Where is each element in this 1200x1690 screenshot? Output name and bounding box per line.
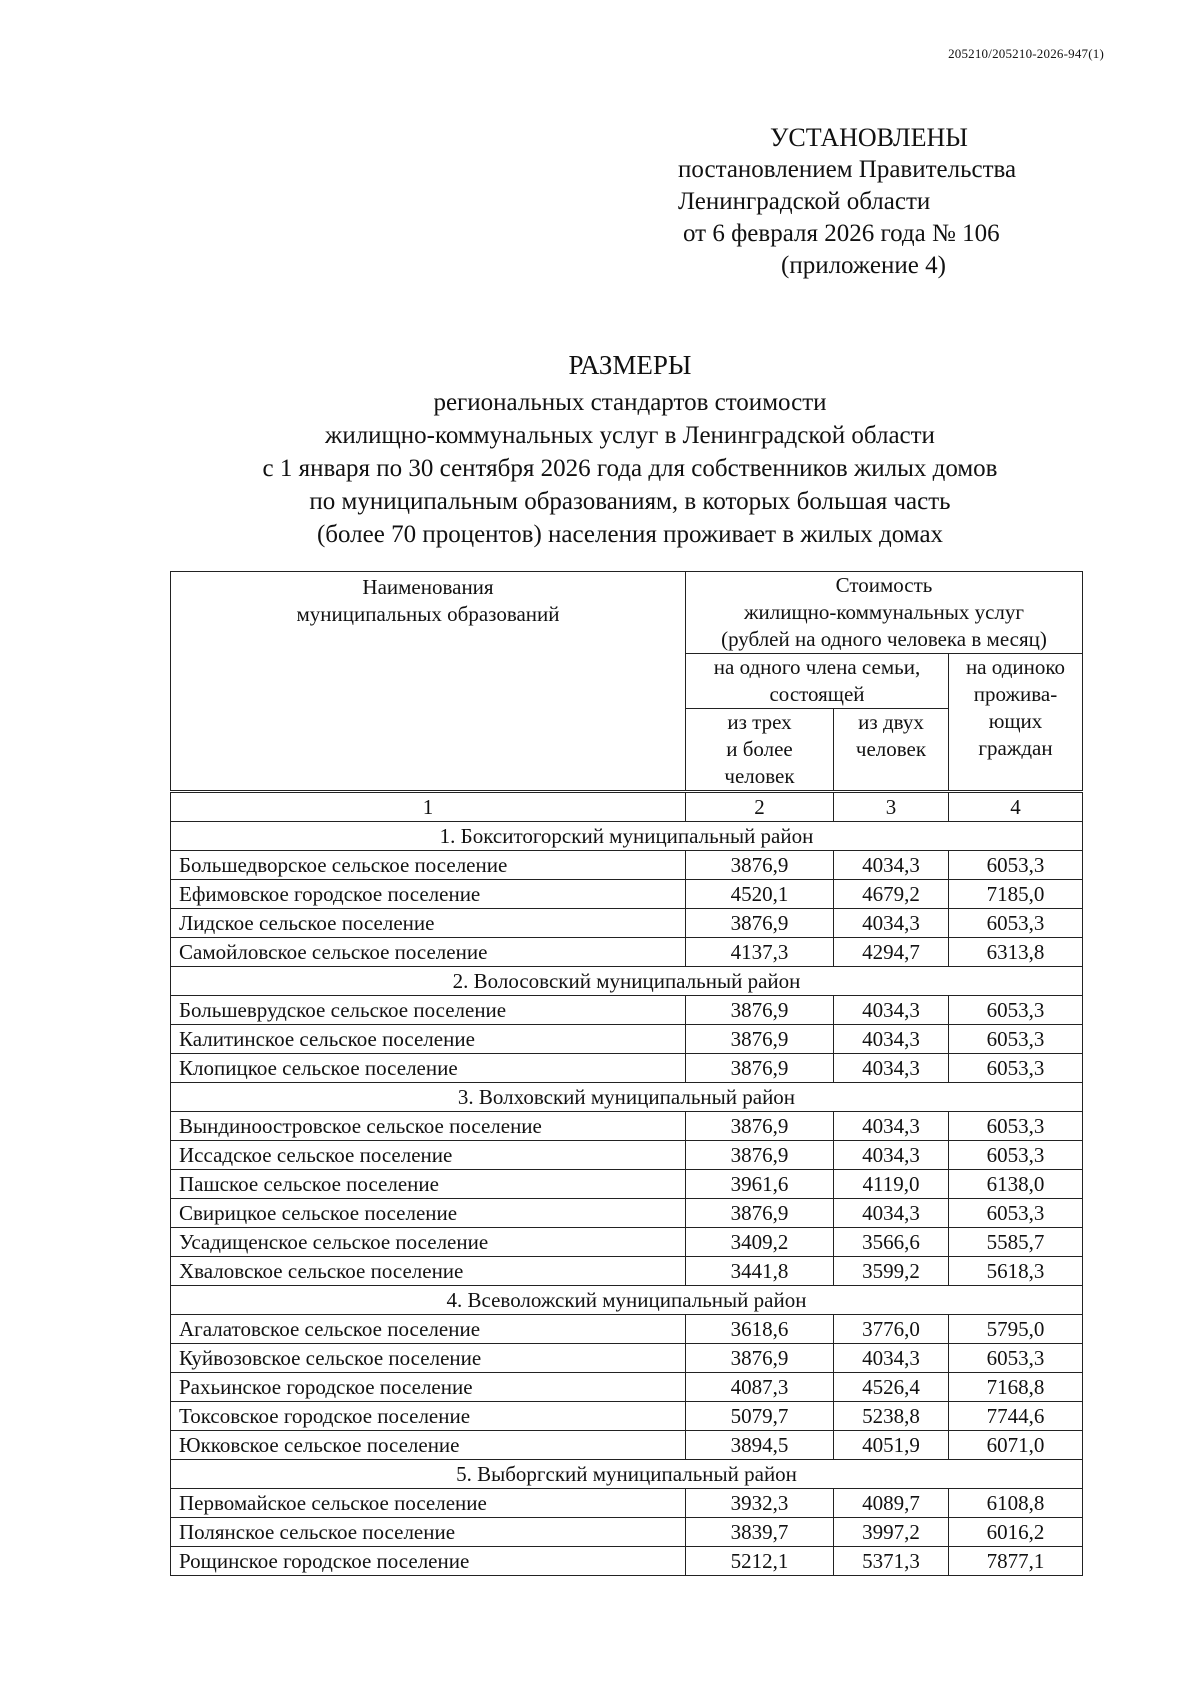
cost-two-persons: 5371,3 [834,1547,949,1576]
cost-single-resident: 7185,0 [949,880,1083,909]
table-row [171,1054,1083,1083]
municipality-name: Ефимовское городское поселение [171,880,686,909]
cost-three-or-more: 3932,3 [686,1489,834,1518]
cost-two-persons: 4119,0 [834,1170,949,1199]
approval-title: УСТАНОВЛЕНЫ [770,123,968,152]
table-row [171,1518,1083,1547]
heading-line-5: (более 70 процентов) населения проживает в жилых домах [316,521,944,548]
header-two-line: из двух [858,710,924,734]
cost-two-persons: 5238,8 [834,1402,949,1431]
table-row [171,1199,1083,1228]
district-row [171,822,1083,851]
cost-three-or-more: 5079,7 [686,1402,834,1431]
municipality-name: Токсовское городское поселение [171,1402,686,1431]
cost-two-persons: 3566,6 [834,1228,949,1257]
cost-single-resident: 5795,0 [949,1315,1083,1344]
header-three-line: человек [724,764,795,788]
cost-two-persons: 4034,3 [834,1025,949,1054]
column-number: 2 [686,792,834,822]
cost-single-resident: 6108,8 [949,1489,1083,1518]
municipality-name: Самойловское сельское поселение [171,938,686,967]
cost-three-or-more: 3961,6 [686,1170,834,1199]
municipality-name: Пашское сельское поселение [171,1170,686,1199]
header-single-line: прожива- [973,682,1058,706]
cost-single-resident: 6053,3 [949,1112,1083,1141]
cost-two-persons: 4034,3 [834,1199,949,1228]
column-number: 3 [834,792,949,822]
cost-three-or-more: 3876,9 [686,1054,834,1083]
district-name: 4. Всеволожский муниципальный район [171,1286,1083,1315]
header-single-line: граждан [978,736,1053,760]
cost-single-resident: 7877,1 [949,1547,1083,1576]
cost-three-or-more: 4137,3 [686,938,834,967]
heading-line-2: жилищно-коммунальных услуг в Ленинградской области [325,422,935,449]
municipality-name: Лидское сельское поселение [171,909,686,938]
cost-three-or-more: 3839,7 [686,1518,834,1547]
cost-table [170,571,1083,1576]
cost-single-resident: 6053,3 [949,909,1083,938]
heading-line-1: региональных стандартов стоимости [433,389,827,416]
cost-two-persons: 4679,2 [834,880,949,909]
municipality-name: Агалатовское сельское поселение [171,1315,686,1344]
table-row [171,1315,1083,1344]
column-number: 1 [171,792,686,822]
column-numbers-row [171,792,1083,822]
municipality-name: Большедворское сельское поселение [171,851,686,880]
header-three-line: из трех [727,710,792,734]
cost-single-resident: 5585,7 [949,1228,1083,1257]
cost-three-or-more: 3876,9 [686,1025,834,1054]
cost-single-resident: 6053,3 [949,1344,1083,1373]
document-heading [0,349,1200,551]
municipality-name: Иссадское сельское поселение [171,1141,686,1170]
table-row [171,1344,1083,1373]
cost-single-resident: 7744,6 [949,1402,1083,1431]
approval-block [678,122,1016,282]
municipality-name: Калитинское сельское поселение [171,1025,686,1054]
municipality-name: Полянское сельское поселение [171,1518,686,1547]
district-row [171,1286,1083,1315]
heading-title: РАЗМЕРЫ [568,350,692,380]
cost-two-persons: 3599,2 [834,1257,949,1286]
cost-single-resident: 6053,3 [949,1141,1083,1170]
municipality-name: Большеврудское сельское поселение [171,996,686,1025]
header-municipality-line: муниципальных образований [296,602,560,626]
district-name: 2. Волосовский муниципальный район [171,967,1083,996]
cost-three-or-more: 3441,8 [686,1257,834,1286]
heading-line-4: по муниципальным образованиям, в которых большая часть [309,488,951,515]
table-row [171,1547,1083,1576]
table-row [171,909,1083,938]
heading-line-3: с 1 января по 30 сентября 2026 года для собственников жилых домов [262,455,998,482]
table-row [171,1373,1083,1402]
table-row [171,880,1083,909]
cost-single-resident: 6053,3 [949,851,1083,880]
cost-single-resident: 6053,3 [949,1199,1083,1228]
cost-two-persons: 4034,3 [834,1141,949,1170]
table-row [171,1257,1083,1286]
table-row [171,1228,1083,1257]
cost-two-persons: 4034,3 [834,1344,949,1373]
header-two-line: человек [855,737,927,761]
cost-three-or-more: 4520,1 [686,880,834,909]
approval-line-4: (приложение 4) [781,252,946,279]
cost-three-or-more: 3618,6 [686,1315,834,1344]
cost-two-persons: 3997,2 [834,1518,949,1547]
header-three-line: и более [726,737,793,761]
district-row [171,967,1083,996]
header-two-persons [834,709,949,792]
cost-three-or-more: 3894,5 [686,1431,834,1460]
district-row [171,1460,1083,1489]
municipality-name: Юкковское сельское поселение [171,1431,686,1460]
header-family-line: на одного члена семьи, [713,655,921,679]
table-row [171,996,1083,1025]
district-row [171,1083,1083,1112]
cost-two-persons: 4526,4 [834,1373,949,1402]
cost-single-resident: 6071,0 [949,1431,1083,1460]
cost-single-resident: 6016,2 [949,1518,1083,1547]
district-name: 5. Выборгский муниципальный район [171,1460,1083,1489]
header-single-line: на одиноко [965,655,1065,679]
header-cost-line: (рублей на одного человека в месяц) [721,627,1047,651]
table-row [171,851,1083,880]
municipality-name: Клопицкое сельское поселение [171,1054,686,1083]
district-name: 3. Волховский муниципальный район [171,1083,1083,1112]
municipality-name: Свирицкое сельское поселение [171,1199,686,1228]
column-number: 4 [949,792,1083,822]
approval-line-3: от 6 февраля 2026 года № 106 [683,220,1000,247]
district-name: 1. Бокситогорский муниципальный район [171,822,1083,851]
approval-line-2: Ленинградской области [678,188,931,215]
cost-two-persons: 4034,3 [834,1112,949,1141]
municipality-name: Первомайское сельское поселение [171,1489,686,1518]
header-family-line: состоящей [769,682,865,706]
municipality-name: Вындиноостровское сельское поселение [171,1112,686,1141]
cost-three-or-more: 3876,9 [686,1344,834,1373]
cost-two-persons: 3776,0 [834,1315,949,1344]
cost-two-persons: 4034,3 [834,996,949,1025]
cost-three-or-more: 3876,9 [686,851,834,880]
cost-two-persons: 4034,3 [834,1054,949,1083]
municipality-name: Рощинское городское поселение [171,1547,686,1576]
cost-single-resident: 6313,8 [949,938,1083,967]
municipality-name: Усадищенское сельское поселение [171,1228,686,1257]
document-id: 205210/205210-2026-947(1) [948,46,1104,61]
header-cost [686,572,1083,654]
municipality-name: Хваловское сельское поселение [171,1257,686,1286]
cost-single-resident: 6138,0 [949,1170,1083,1199]
header-three-or-more [686,709,834,792]
cost-single-resident: 6053,3 [949,996,1083,1025]
header-cost-line: жилищно-коммунальных услуг [744,600,1024,624]
cost-three-or-more: 3876,9 [686,1199,834,1228]
cost-single-resident: 7168,8 [949,1373,1083,1402]
header-single-line: ющих [988,709,1043,733]
cost-two-persons: 4034,3 [834,851,949,880]
cost-three-or-more: 3876,9 [686,996,834,1025]
header-single-resident [949,654,1083,792]
header-cost-line: Стоимость [835,573,933,597]
table-row [171,1431,1083,1460]
table-row [171,1141,1083,1170]
approval-line-1: постановлением Правительства [678,156,1017,183]
table-row [171,1489,1083,1518]
table-row [171,1402,1083,1431]
cost-two-persons: 4294,7 [834,938,949,967]
header-municipality [171,572,686,792]
cost-two-persons: 4034,3 [834,909,949,938]
cost-two-persons: 4051,9 [834,1431,949,1460]
cost-three-or-more: 3876,9 [686,1112,834,1141]
cost-three-or-more: 4087,3 [686,1373,834,1402]
header-family-member [686,654,949,709]
cost-three-or-more: 3876,9 [686,1141,834,1170]
table-row [171,938,1083,967]
table-body [171,792,1083,1576]
cost-three-or-more: 5212,1 [686,1547,834,1576]
cost-single-resident: 5618,3 [949,1257,1083,1286]
cost-single-resident: 6053,3 [949,1025,1083,1054]
cost-three-or-more: 3876,9 [686,909,834,938]
cost-two-persons: 4089,7 [834,1489,949,1518]
municipality-name: Куйвозовское сельское поселение [171,1344,686,1373]
table-row [171,1112,1083,1141]
cost-table-wrapper [170,571,1082,1576]
table-row [171,1170,1083,1199]
header-municipality-line: Наименования [362,575,494,599]
cost-single-resident: 6053,3 [949,1054,1083,1083]
cost-three-or-more: 3409,2 [686,1228,834,1257]
table-row [171,1025,1083,1054]
municipality-name: Рахьинское городское поселение [171,1373,686,1402]
